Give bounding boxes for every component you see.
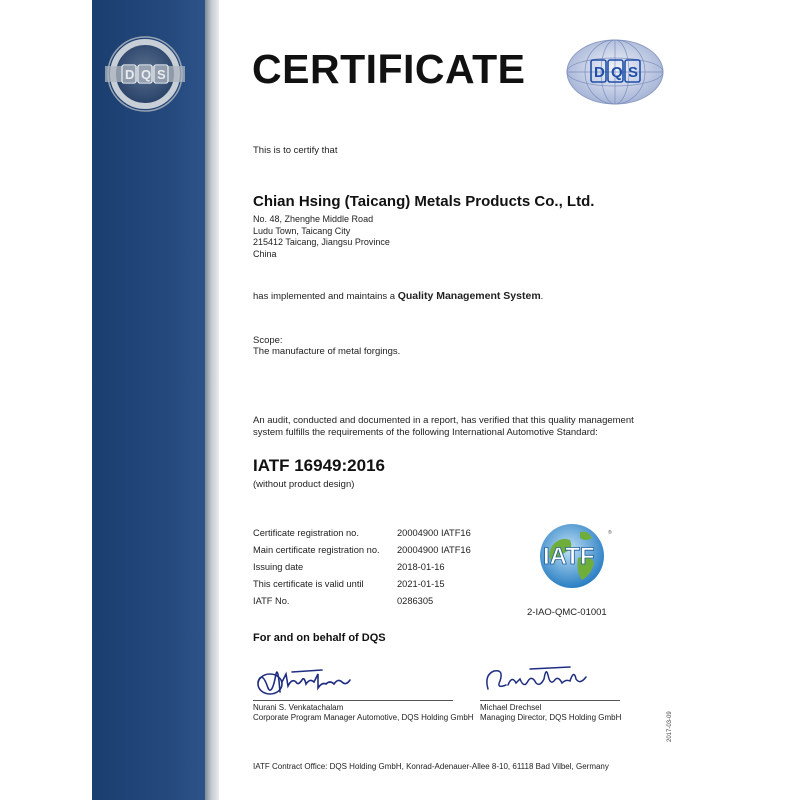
dqs-logo-top-icon	[565, 38, 665, 106]
company-name: Chian Hsing (Taicang) Metals Products Co., Ltd.	[253, 193, 595, 210]
audit-text-line1: An audit, conducted and documented in a report, has verified that this quality management	[253, 415, 634, 426]
registration-value: 20004900 IATF16	[397, 528, 471, 538]
registration-value: 20004900 IATF16	[397, 545, 471, 555]
registration-label: Issuing date	[253, 562, 304, 572]
footer-contract-office: IATF Contract Office: DQS Holding GmbH, Konrad-Adenauer-Allee 8-10, 61118 Bad Vilbel, Germany	[253, 762, 609, 771]
scope-text: The manufacture of metal forgings.	[253, 346, 401, 357]
registration-value: 2021-01-15	[397, 579, 445, 589]
signature-venkatachalam	[252, 652, 362, 702]
svg-text:D: D	[125, 67, 135, 82]
address-line: China	[253, 248, 277, 259]
behalf-text: For and on behalf of DQS	[253, 632, 386, 644]
signer-name: Michael Drechsel	[480, 703, 542, 712]
scope-label: Scope:	[253, 335, 283, 346]
registration-label: Main certificate registration no.	[253, 545, 380, 555]
svg-text:S: S	[628, 64, 639, 81]
dqs-logo-band-icon	[95, 30, 195, 120]
standard-name: IATF 16949:2016	[253, 456, 385, 475]
svg-text:Q: Q	[611, 64, 623, 81]
svg-text:S: S	[157, 67, 166, 82]
svg-text:Q: Q	[141, 67, 152, 82]
qms-prefix: has implemented and maintains a	[253, 291, 396, 302]
signer-1	[253, 703, 474, 722]
svg-text:®: ®	[608, 530, 612, 536]
registration-value: 2018-01-16	[397, 562, 445, 572]
qms-name: Quality Management System	[397, 290, 541, 302]
registration-label: IATF No.	[253, 596, 290, 606]
address-line: 215412 Taicang, Jiangsu Province	[253, 237, 390, 247]
signature-line	[480, 700, 620, 701]
left-blue-band	[92, 0, 205, 800]
certificate-title: CERTIFICATE	[252, 46, 526, 92]
signature-line	[253, 700, 453, 701]
version-date: 2017-03-09	[667, 711, 673, 742]
registration-value: 0286305	[397, 596, 434, 606]
iatf-logo-icon	[530, 518, 620, 590]
iatf-id-text: 2-IAO-QMC-01001	[527, 606, 607, 618]
signature-drechsel	[480, 655, 600, 700]
signer-title: Managing Director, DQS Holding GmbH	[480, 712, 622, 722]
address-line: No. 48, Zhenghe Middle Road	[253, 214, 374, 224]
svg-text:D: D	[594, 64, 605, 81]
address-line: Ludu Town, Taicang City	[253, 225, 351, 236]
qms-statement	[253, 290, 543, 303]
qms-suffix: .	[540, 291, 544, 302]
company-address	[253, 214, 390, 260]
signer-2	[480, 703, 621, 722]
audit-text-line2: system fulfills the requirements of the following International Automotive Standard:	[253, 427, 598, 438]
signer-name: Nurani S. Venkatachalam	[253, 703, 344, 712]
intro-text: This is to certify that	[253, 145, 338, 156]
registration-label: Certificate registration no.	[253, 528, 359, 538]
signer-title: Corporate Program Manager Automotive, DQS Holding GmbH	[253, 712, 474, 722]
svg-text:IATF: IATF	[543, 543, 595, 570]
left-band-edge	[205, 0, 219, 800]
registration-label: This certificate is valid until	[253, 579, 364, 589]
standard-note: (without product design)	[253, 479, 355, 490]
